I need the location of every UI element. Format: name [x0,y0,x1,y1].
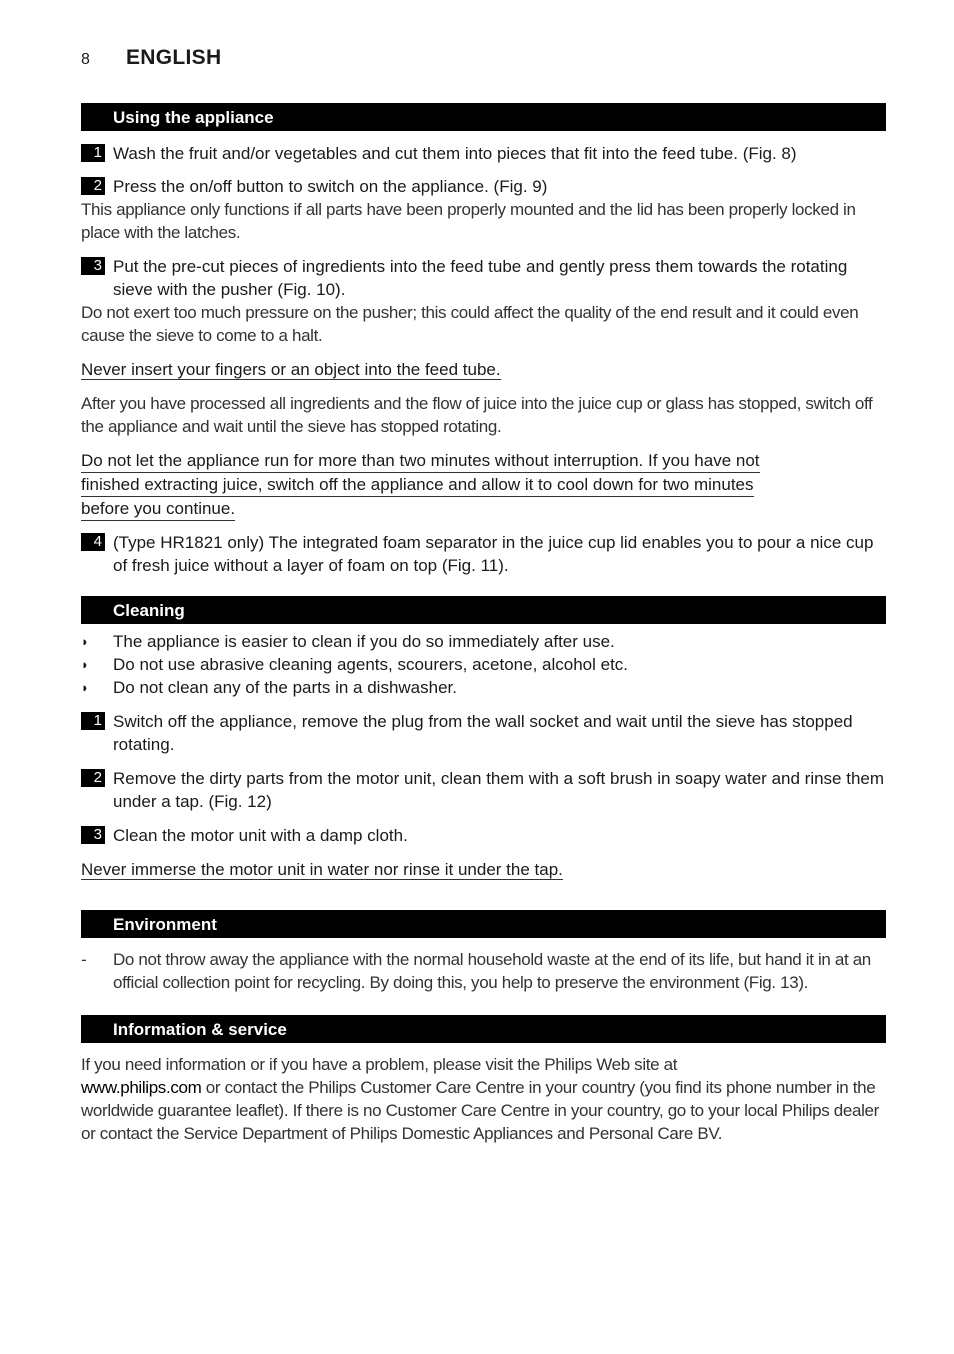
section-header-environment: Environment [81,910,886,938]
step-number: 1 [81,712,105,730]
step-text: Switch off the appliance, remove the plug from the wall socket and wait until the sieve has stopped rotating. [113,712,853,754]
bullet-icon: ◗ [81,657,89,672]
page-header [81,46,221,70]
step-number: 3 [81,826,105,844]
bullet-text: Do not use abrasive cleaning agents, scourers, acetone, alcohol etc. [113,655,629,674]
section-header-using: Using the appliance [81,103,886,131]
warning-text [81,358,886,381]
step-number: 1 [81,144,105,162]
note-text: Do not exert too much pressure on the pusher; this could affect the quality of the end result and it could even cause the sieve to come to a halt. [81,303,859,345]
bullet-item [81,630,886,653]
bullet-item [81,676,886,699]
step-number: 2 [81,769,105,787]
step-item [81,710,886,756]
warning-line: before you continue. [81,497,235,521]
step-text: Press the on/off button to switch on the appliance. (Fig. 9) [113,177,548,196]
page-content [81,103,886,1145]
language-title: ENGLISH [126,46,222,69]
warning-line: finished extracting juice, switch off the appliance and allow it to cool down for two minutes [81,473,754,497]
bullet-icon: ◗ [81,680,89,695]
step-text: Put the pre-cut pieces of ingredients into the feed tube and gently press them towards the rotating sieve with the pusher (Fig. 10). [113,257,848,299]
step-number: 4 [81,533,105,551]
bullet-icon: ◗ [81,634,89,649]
section-header-cleaning: Cleaning [81,596,886,624]
note-text: This appliance only functions if all parts have been properly mounted and the lid has been properly locked in place with the latches. [81,200,856,242]
step-number: 2 [81,177,105,195]
bullet-text: Do not clean any of the parts in a dishwasher. [113,678,457,697]
step-item [81,255,886,301]
info-text: If you need information or if you have a problem, please visit the Philips Web site at [81,1055,678,1074]
note-text: After you have processed all ingredients and the flow of juice into the juice cup or glass has stopped, switch off the appliance and wait until the sieve has stopped rotating. [81,394,873,436]
step-text: Remove the dirty parts from the motor unit, clean them with a soft brush in soapy water and rinse them under a tap. (Fig. 12) [113,769,885,811]
warning-text [81,858,886,881]
step-item [81,767,886,813]
step-text: Clean the motor unit with a damp cloth. [113,826,408,845]
warning-underlined: Never insert your fingers or an object into the feed tube. [81,360,501,379]
bullet-item [81,653,886,676]
warning-line: Do not let the appliance run for more than two minutes without interruption. If you have not [81,449,760,473]
section-header-info: Information & service [81,1015,886,1043]
step-item [81,824,886,847]
bullet-text: The appliance is easier to clean if you do so immediately after use. [113,632,615,651]
info-text: or contact the Philips Customer Care Centre in your country (you find its phone number in the worldwide guarantee leaflet). If there is no Customer Care Centre in your country, go to your local Philips dealer or contact the Service Department of Philips Domestic Appliances and Personal Care BV. [81,1078,879,1143]
step-item [81,175,886,198]
dash-text: Do not throw away the appliance with the normal household waste at the end of its life, but hand it in at an official collection point for recycling. By doing this, you help to preserve the environment (Fig. 13). [113,950,871,992]
step-text: (Type HR1821 only) The integrated foam separator in the juice cup lid enables you to pour a nice cup of fresh juice without a layer of foam on top (Fig. 11). [113,533,874,575]
warning-block [81,449,886,521]
dash-marker: - [81,950,87,969]
dash-item [81,948,886,994]
info-paragraph [81,1053,886,1145]
step-item [81,531,886,577]
step-number: 3 [81,257,105,275]
step-text: Wash the fruit and/or vegetables and cut them into pieces that fit into the feed tube. (Fig. 8) [113,144,797,163]
step-item [81,142,886,165]
philips-website-link[interactable]: www.philips.com [81,1078,202,1097]
page-number: 8 [81,51,90,68]
warning-underlined: Never immerse the motor unit in water nor rinse it under the tap. [81,860,563,879]
